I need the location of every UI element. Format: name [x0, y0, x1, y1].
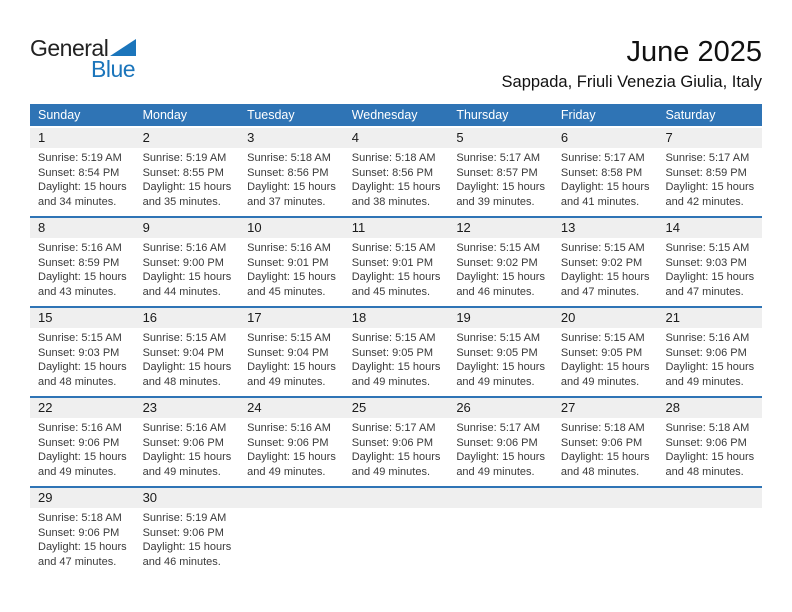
day-cell — [448, 398, 553, 486]
daylight-text: Daylight: 15 hours and 35 minutes. — [142, 181, 232, 208]
day-cell — [344, 218, 449, 306]
sunset-text: Sunset: 9:06 PM — [247, 436, 329, 449]
daylight-text: Daylight: 15 hours and 46 minutes. — [456, 271, 545, 298]
sunrise-text: Sunrise: 5:16 AM — [247, 242, 331, 254]
sunset-text: Sunset: 8:58 PM — [560, 166, 643, 179]
sunrise-text: Sunrise: 5:15 AM — [560, 332, 645, 344]
day-cell — [239, 398, 344, 486]
daylight-text: Daylight: 15 hours and 42 minutes. — [665, 181, 755, 208]
day-number: 19 — [448, 308, 553, 328]
sunrise-text: Sunrise: 5:15 AM — [351, 332, 436, 344]
daylight-text: Daylight: 15 hours and 48 minutes. — [142, 361, 232, 388]
day-number: 11 — [344, 218, 449, 238]
weekday-monday: Monday — [142, 108, 188, 122]
day-number: 8 — [30, 218, 135, 238]
day-number: 14 — [657, 218, 762, 238]
title-block — [502, 36, 762, 94]
sunset-text: Sunset: 8:57 PM — [456, 166, 538, 179]
day-number: 12 — [448, 218, 553, 238]
sunrise-text: Sunrise: 5:18 AM — [38, 512, 122, 524]
calendar-table — [30, 104, 762, 576]
day-number: 23 — [135, 398, 240, 418]
sunset-text: Sunset: 9:06 PM — [665, 436, 747, 449]
daylight-text: Daylight: 15 hours and 49 minutes. — [456, 451, 545, 478]
sunrise-text: Sunrise: 5:19 AM — [142, 152, 227, 164]
day-cell-empty — [448, 488, 553, 576]
day-cell-empty — [657, 488, 762, 576]
daylight-text: Daylight: 15 hours and 49 minutes. — [560, 361, 650, 388]
day-cell — [135, 218, 240, 306]
day-cell — [30, 488, 135, 576]
sunset-text: Sunset: 9:01 PM — [247, 256, 329, 269]
daylight-text: Daylight: 15 hours and 44 minutes. — [142, 271, 232, 298]
sunset-text: Sunset: 9:06 PM — [142, 436, 224, 449]
day-cell — [239, 128, 344, 216]
daylight-text: Daylight: 15 hours and 49 minutes. — [351, 361, 441, 388]
day-number — [344, 488, 449, 508]
day-number: 30 — [135, 488, 240, 508]
sunrise-text: Sunrise: 5:15 AM — [665, 242, 750, 254]
day-number: 29 — [30, 488, 135, 508]
sunrise-text: Sunrise: 5:16 AM — [142, 242, 227, 254]
week-row — [30, 486, 762, 576]
sunset-text: Sunset: 9:06 PM — [351, 436, 434, 449]
sunrise-text: Sunrise: 5:15 AM — [38, 332, 122, 344]
day-cell-empty — [344, 488, 449, 576]
weekday-header-row — [30, 104, 762, 126]
week-row — [30, 126, 762, 216]
sunset-text: Sunset: 9:03 PM — [665, 256, 747, 269]
sunset-text: Sunset: 8:59 PM — [38, 256, 120, 269]
logo-text-general: General — [30, 35, 109, 61]
sunset-text: Sunset: 9:06 PM — [38, 526, 120, 539]
day-number: 9 — [135, 218, 240, 238]
day-cell — [553, 308, 658, 396]
sunrise-text: Sunrise: 5:17 AM — [456, 422, 541, 434]
day-number: 6 — [553, 128, 658, 148]
day-number — [239, 488, 344, 508]
weekday-friday: Friday — [560, 108, 596, 122]
day-cell — [657, 128, 762, 216]
page-title: June 2025 — [626, 36, 762, 68]
weekday-saturday: Saturday — [665, 108, 716, 122]
sunrise-text: Sunrise: 5:15 AM — [456, 242, 541, 254]
sunset-text: Sunset: 9:05 PM — [560, 346, 643, 359]
sunset-text: Sunset: 8:56 PM — [351, 166, 434, 179]
sunrise-text: Sunrise: 5:15 AM — [456, 332, 541, 344]
day-number — [657, 488, 762, 508]
day-number — [448, 488, 553, 508]
weekday-tuesday: Tuesday — [247, 108, 295, 122]
weekday-wednesday: Wednesday — [351, 108, 418, 122]
sunset-text: Sunset: 9:04 PM — [247, 346, 329, 359]
weekday-sunday: Sunday — [38, 108, 81, 122]
sunset-text: Sunset: 8:59 PM — [665, 166, 747, 179]
day-cell — [553, 218, 658, 306]
daylight-text: Daylight: 15 hours and 45 minutes. — [247, 271, 336, 298]
sunset-text: Sunset: 9:06 PM — [560, 436, 643, 449]
day-cell — [657, 398, 762, 486]
sunrise-text: Sunrise: 5:17 AM — [665, 152, 750, 164]
daylight-text: Daylight: 15 hours and 34 minutes. — [38, 181, 127, 208]
daylight-text: Daylight: 15 hours and 47 minutes. — [38, 541, 127, 568]
daylight-text: Daylight: 15 hours and 48 minutes. — [560, 451, 650, 478]
day-number: 3 — [239, 128, 344, 148]
day-number: 21 — [657, 308, 762, 328]
day-cell — [135, 488, 240, 576]
sunset-text: Sunset: 9:06 PM — [665, 346, 747, 359]
day-cell-empty — [239, 488, 344, 576]
sunrise-text: Sunrise: 5:16 AM — [665, 332, 750, 344]
sunset-text: Sunset: 8:56 PM — [247, 166, 329, 179]
sunrise-text: Sunrise: 5:18 AM — [560, 422, 645, 434]
sunrise-text: Sunrise: 5:18 AM — [665, 422, 750, 434]
logo-text-blue: Blue — [91, 56, 136, 82]
sunset-text: Sunset: 9:02 PM — [560, 256, 643, 269]
sunset-text: Sunset: 9:06 PM — [38, 436, 120, 449]
sunrise-text: Sunrise: 5:18 AM — [351, 152, 436, 164]
weekday-thursday: Thursday — [456, 108, 509, 122]
day-cell — [344, 128, 449, 216]
sunrise-text: Sunrise: 5:17 AM — [560, 152, 645, 164]
sunrise-text: Sunrise: 5:16 AM — [142, 422, 227, 434]
sunrise-text: Sunrise: 5:19 AM — [142, 512, 227, 524]
day-cell — [448, 128, 553, 216]
day-number: 27 — [553, 398, 658, 418]
day-number: 15 — [30, 308, 135, 328]
daylight-text: Daylight: 15 hours and 38 minutes. — [351, 181, 441, 208]
sunset-text: Sunset: 8:54 PM — [38, 166, 120, 179]
day-number: 10 — [239, 218, 344, 238]
sunset-text: Sunset: 8:55 PM — [142, 166, 224, 179]
daylight-text: Daylight: 15 hours and 49 minutes. — [665, 361, 755, 388]
sunset-text: Sunset: 9:02 PM — [456, 256, 538, 269]
week-row — [30, 306, 762, 396]
day-cell — [30, 398, 135, 486]
day-number: 7 — [657, 128, 762, 148]
daylight-text: Daylight: 15 hours and 41 minutes. — [560, 181, 650, 208]
day-cell — [135, 128, 240, 216]
daylight-text: Daylight: 15 hours and 48 minutes. — [38, 361, 127, 388]
day-number: 28 — [657, 398, 762, 418]
day-cell — [448, 308, 553, 396]
sunset-text: Sunset: 9:03 PM — [38, 346, 120, 359]
sunrise-text: Sunrise: 5:19 AM — [38, 152, 122, 164]
day-cell — [30, 128, 135, 216]
page-header — [0, 0, 792, 94]
day-number: 25 — [344, 398, 449, 418]
sunrise-text: Sunrise: 5:16 AM — [38, 242, 122, 254]
sunset-text: Sunset: 9:01 PM — [351, 256, 434, 269]
day-number: 4 — [344, 128, 449, 148]
sunrise-text: Sunrise: 5:16 AM — [247, 422, 331, 434]
day-cell — [553, 398, 658, 486]
day-number: 26 — [448, 398, 553, 418]
day-number: 24 — [239, 398, 344, 418]
day-cell — [657, 308, 762, 396]
day-cell — [344, 398, 449, 486]
day-cell — [657, 218, 762, 306]
sunset-text: Sunset: 9:05 PM — [456, 346, 538, 359]
sunset-text: Sunset: 9:05 PM — [351, 346, 434, 359]
sunrise-text: Sunrise: 5:15 AM — [560, 242, 645, 254]
day-cell — [553, 128, 658, 216]
day-cell — [135, 308, 240, 396]
day-number: 1 — [30, 128, 135, 148]
day-number: 18 — [344, 308, 449, 328]
sunrise-text: Sunrise: 5:17 AM — [456, 152, 541, 164]
day-number: 13 — [553, 218, 658, 238]
day-cell — [239, 308, 344, 396]
day-cell — [30, 308, 135, 396]
daylight-text: Daylight: 15 hours and 48 minutes. — [665, 451, 755, 478]
general-blue-logo — [30, 36, 170, 80]
daylight-text: Daylight: 15 hours and 46 minutes. — [142, 541, 232, 568]
page-subtitle: Sappada, Friuli Venezia Giulia, Italy — [501, 73, 762, 91]
daylight-text: Daylight: 15 hours and 43 minutes. — [38, 271, 127, 298]
day-number: 22 — [30, 398, 135, 418]
day-cell — [448, 218, 553, 306]
sunset-text: Sunset: 9:06 PM — [142, 526, 224, 539]
daylight-text: Daylight: 15 hours and 45 minutes. — [351, 271, 441, 298]
logo-triangle-icon — [110, 39, 136, 56]
sunset-text: Sunset: 9:00 PM — [142, 256, 224, 269]
sunrise-text: Sunrise: 5:15 AM — [247, 332, 331, 344]
week-row — [30, 396, 762, 486]
calendar-grid — [30, 126, 762, 576]
day-number — [553, 488, 658, 508]
sunset-text: Sunset: 9:04 PM — [142, 346, 224, 359]
day-cell — [135, 398, 240, 486]
day-cell — [239, 218, 344, 306]
day-cell — [344, 308, 449, 396]
daylight-text: Daylight: 15 hours and 49 minutes. — [142, 451, 232, 478]
sunrise-text: Sunrise: 5:16 AM — [38, 422, 122, 434]
daylight-text: Daylight: 15 hours and 49 minutes. — [456, 361, 545, 388]
week-row — [30, 216, 762, 306]
daylight-text: Daylight: 15 hours and 49 minutes. — [351, 451, 441, 478]
daylight-text: Daylight: 15 hours and 49 minutes. — [38, 451, 127, 478]
sunrise-text: Sunrise: 5:17 AM — [351, 422, 436, 434]
daylight-text: Daylight: 15 hours and 49 minutes. — [247, 451, 336, 478]
day-number: 17 — [239, 308, 344, 328]
day-number: 2 — [135, 128, 240, 148]
day-number: 20 — [553, 308, 658, 328]
daylight-text: Daylight: 15 hours and 49 minutes. — [247, 361, 336, 388]
sunrise-text: Sunrise: 5:18 AM — [247, 152, 331, 164]
day-cell-empty — [553, 488, 658, 576]
sunrise-text: Sunrise: 5:15 AM — [142, 332, 227, 344]
day-cell — [30, 218, 135, 306]
daylight-text: Daylight: 15 hours and 47 minutes. — [665, 271, 755, 298]
daylight-text: Daylight: 15 hours and 37 minutes. — [247, 181, 336, 208]
day-number: 5 — [448, 128, 553, 148]
daylight-text: Daylight: 15 hours and 39 minutes. — [456, 181, 545, 208]
sunset-text: Sunset: 9:06 PM — [456, 436, 538, 449]
day-number: 16 — [135, 308, 240, 328]
daylight-text: Daylight: 15 hours and 47 minutes. — [560, 271, 650, 298]
sunrise-text: Sunrise: 5:15 AM — [351, 242, 436, 254]
